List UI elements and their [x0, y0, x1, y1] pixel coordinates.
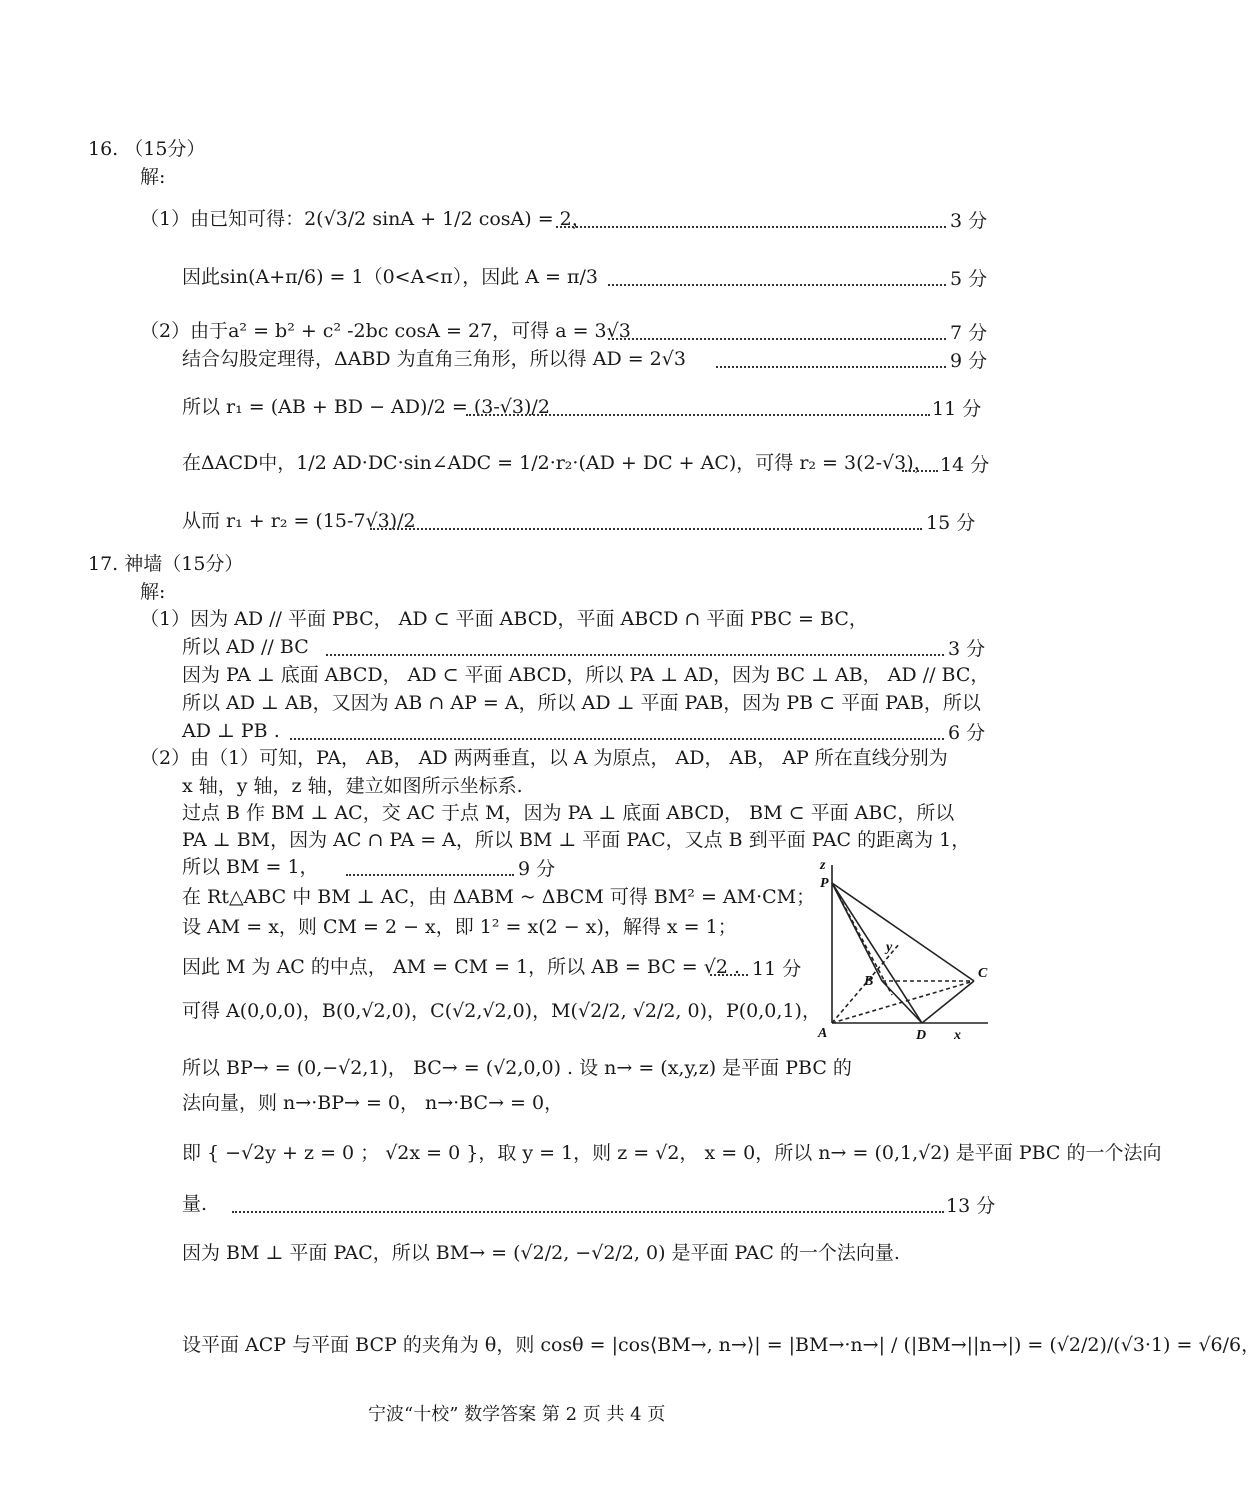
q17-line-18: 量. — [182, 1193, 208, 1215]
q17-line-20: 设平面 ACP 与平面 BCP 的夹角为 θ，则 cosθ = |cos⟨BM→, n→⟩| = |BM→·n→| / (|BM→||n→|) = (√2/2)/(√3·1) = √6/6， — [182, 1334, 1260, 1356]
q16-line-2: 因此sin(A+π/6) = 1（0<A<π），因此 A = π/3 — [182, 266, 598, 288]
edge-bd — [882, 981, 922, 1023]
edge-pc — [832, 883, 974, 981]
q17-line-14: 可得 A(0,0,0)，B(0,√2,0)，C(√2,√2,0)，M(√2/2, √2/2, 0)，P(0,0,1)， — [182, 1000, 821, 1022]
leader-dots — [556, 226, 946, 228]
label-z: z — [820, 858, 826, 873]
leader-dots — [608, 338, 946, 340]
leader-dots — [716, 366, 946, 368]
q17-line-3: 因为 PA ⊥ 底面 ABCD， AD ⊂ 平面 ABCD，所以 PA ⊥ AD，因为 BC ⊥ AB， AD // BC， — [182, 664, 990, 686]
leader-dots — [466, 414, 930, 416]
label-y: y — [886, 940, 893, 955]
score-mark: 7 分 — [950, 322, 988, 344]
leader-dots — [710, 974, 748, 976]
score-mark: 6 分 — [948, 722, 986, 744]
edge-pd — [832, 883, 922, 1023]
label-p: P — [820, 876, 829, 891]
score-mark: 11 分 — [932, 398, 982, 420]
q17-line-9: PA ⊥ BM，因为 AC ∩ PA = A，所以 BM ⊥ 平面 PAC，又点 B 到平面 PAC 的距离为 1， — [182, 829, 971, 851]
label-d: D — [916, 1028, 927, 1043]
q16-line-3: （2）由于a² = b² + c² -2bc cosA = 27，可得 a = 3√3 — [140, 320, 631, 342]
edge-dc — [922, 981, 974, 1023]
score-mark: 13 分 — [946, 1195, 996, 1217]
leader-dots — [346, 874, 514, 876]
q16-line-5: 所以 r₁ = (AB + BD − AD)/2 = (3-√3)/2 — [182, 396, 550, 418]
label-c: C — [978, 966, 988, 981]
q17-line-11: 在 Rt△ABC 中 BM ⊥ AC，由 ΔABM ~ ΔBCM 可得 BM² = AM·CM； — [182, 886, 816, 908]
q17-line-7: x 轴，y 轴，z 轴，建立如图所示坐标系. — [182, 775, 523, 797]
score-mark: 14 分 — [940, 454, 990, 476]
score-mark: 9 分 — [518, 858, 556, 880]
q17-line-2: 所以 AD // BC — [182, 636, 309, 658]
q16-line-1: （1）由已知可得：2(√3/2 sinA + 1/2 cosA) = 2， — [140, 208, 591, 230]
q16-header: 16. （15分） — [88, 138, 206, 160]
score-mark: 3 分 — [950, 210, 988, 232]
q17-header: 17. 神墙（15分） — [88, 553, 244, 575]
geometry-figure — [810, 855, 1000, 1055]
q16-line-6: 在ΔACD中，1/2 AD·DC·sin∠ADC = 1/2·r₂·(AD + DC + AC)，可得 r₂ = 3(2-√3)， — [182, 452, 933, 474]
q17-line-15: 所以 BP→ = (0,−√2,1)， BC→ = (√2,0,0) . 设 n→ = (x,y,z) 是平面 PBC 的 — [182, 1057, 852, 1079]
label-x: x — [954, 1028, 961, 1043]
score-mark: 15 分 — [926, 512, 976, 534]
q17-line-4: 所以 AD ⊥ AB，又因为 AB ∩ AP = A，所以 AD ⊥ 平面 PAB，因为 PB ⊂ 平面 PAB，所以 — [182, 692, 981, 714]
label-a: A — [818, 1026, 828, 1041]
leader-dots — [608, 284, 946, 286]
page-footer: 宁波“十校” 数学答案 第 2 页 共 4 页 — [368, 1404, 666, 1425]
q17-line-16: 法向量，则 n→·BP→ = 0， n→·BC→ = 0， — [182, 1092, 564, 1114]
q17-line-8: 过点 B 作 BM ⊥ AC，交 AC 于点 M，因为 PA ⊥ 底面 ABCD， BM ⊂ 平面 ABC，所以 — [182, 802, 955, 824]
leader-dots — [370, 528, 922, 530]
q16-line-7: 从而 r₁ + r₂ = (15-7√3)/2 — [182, 510, 416, 532]
leader-dots — [232, 1211, 944, 1213]
score-mark: 9 分 — [950, 350, 988, 372]
label-b: B — [864, 974, 874, 989]
q17-line-10: 所以 BM = 1， — [182, 856, 319, 878]
q17-jie: 解: — [140, 581, 166, 603]
leader-dots — [290, 738, 944, 740]
q16-jie: 解: — [140, 166, 166, 188]
score-mark: 5 分 — [950, 268, 988, 290]
leader-dots — [902, 470, 938, 472]
q17-line-19: 因为 BM ⊥ 平面 PAC，所以 BM→ = (√2/2, −√2/2, 0) 是平面 PAC 的一个法向量. — [182, 1242, 900, 1264]
q17-line-13: 因此 M 为 AC 的中点， AM = CM = 1，所以 AB = BC = √2 . — [182, 956, 741, 978]
score-mark: 3 分 — [948, 638, 986, 660]
q17-line-12: 设 AM = x，则 CM = 2 − x，即 1² = x(2 − x)，解得 x = 1； — [182, 916, 737, 938]
leader-dots — [326, 654, 944, 656]
q16-line-4: 结合勾股定理得，ΔABD 为直角三角形，所以得 AD = 2√3 — [182, 348, 686, 370]
q17-line-1: （1）因为 AD // 平面 PBC， AD ⊂ 平面 ABCD，平面 ABCD ∩ 平面 PBC = BC， — [140, 608, 868, 630]
q17-line-6: （2）由（1）可知，PA， AB， AD 两两垂直，以 A 为原点， AD， AB， AP 所在直线分别为 — [140, 747, 948, 769]
q17-line-5: AD ⊥ PB . — [182, 720, 280, 742]
score-mark: 11 分 — [752, 958, 802, 980]
q17-line-17: 即 { −√2y + z = 0 ； √2x = 0 }，取 y = 1，则 z = √2， x = 0，所以 n→ = (0,1,√2) 是平面 PBC 的一个法向 — [182, 1142, 1162, 1164]
